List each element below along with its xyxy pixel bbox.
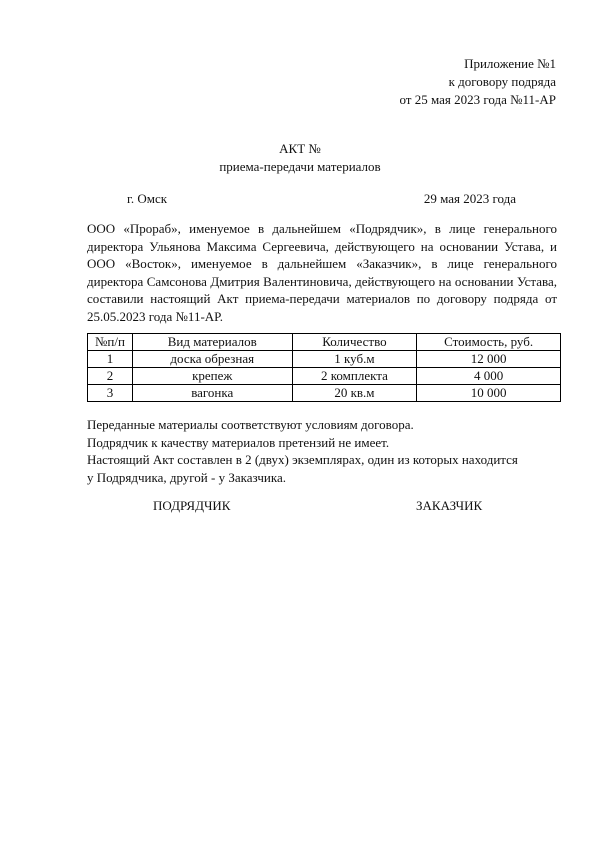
note-line-2: Подрядчик к качеству материалов претензий не имеет. xyxy=(87,434,390,450)
appendix-line-3: от 25 мая 2023 года №11-АР xyxy=(399,92,556,107)
header-num: №п/п xyxy=(88,334,133,351)
document-title xyxy=(0,140,600,176)
header-type: Вид материалов xyxy=(132,334,292,351)
note-line-4: у Подрядчика, другой - у Заказчика. xyxy=(87,469,287,485)
header-cost: Стоимость, руб. xyxy=(417,334,561,351)
closing-notes xyxy=(87,416,567,486)
cell-num: 2 xyxy=(88,368,133,385)
title-heading: АКТ № xyxy=(279,141,321,156)
cell-num: 1 xyxy=(88,351,133,368)
cell-num: 3 xyxy=(88,385,133,402)
cell-type: вагонка xyxy=(132,385,292,402)
appendix-line-2: к договору подряда xyxy=(448,74,556,89)
cell-qty: 1 куб.м xyxy=(292,351,417,368)
title-subtitle: приема-передачи материалов xyxy=(219,159,381,174)
signature-customer: ЗАКАЗЧИК xyxy=(416,498,483,513)
appendix-line-1: Приложение №1 xyxy=(464,56,556,71)
cell-cost: 12 000 xyxy=(417,351,561,368)
table-row xyxy=(88,368,561,385)
document-date: 29 мая 2023 года xyxy=(423,191,516,206)
cell-type: доска обрезная xyxy=(132,351,292,368)
cell-cost: 4 000 xyxy=(417,368,561,385)
table-row xyxy=(88,351,561,368)
table-header-row xyxy=(88,334,561,351)
materials-table xyxy=(87,333,561,402)
table-row xyxy=(88,385,561,402)
intro-paragraph: ООО «Прораб», именуемое в дальнейшем «Подрядчик», в лице генерального директора Ульянова Максима Сергеевича, действующего на основании Устава, и ООО «Восток», именуемое в дальнейшем «Заказчик», в лице генерального директора Самсонова Дмитрия Валентиновича, действующего на основании Устава, составили настоящий Акт приема-передачи материалов по договору подряда от 25.05.2023 года №11-АР. xyxy=(87,221,557,324)
cell-cost: 10 000 xyxy=(417,385,561,402)
cell-type: крепеж xyxy=(132,368,292,385)
note-line-3: Настоящий Акт составлен в 2 (двух) экземплярах, один из которых находится xyxy=(87,452,518,467)
cell-qty: 2 комплекта xyxy=(292,368,417,385)
appendix-reference xyxy=(399,55,556,109)
cell-qty: 20 кв.м xyxy=(292,385,417,402)
note-line-1: Переданные материалы соответствуют условиям договора. xyxy=(87,417,414,432)
city: г. Омск xyxy=(127,191,168,206)
header-qty: Количество xyxy=(292,334,417,351)
signature-contractor: ПОДРЯДЧИК xyxy=(153,498,231,513)
